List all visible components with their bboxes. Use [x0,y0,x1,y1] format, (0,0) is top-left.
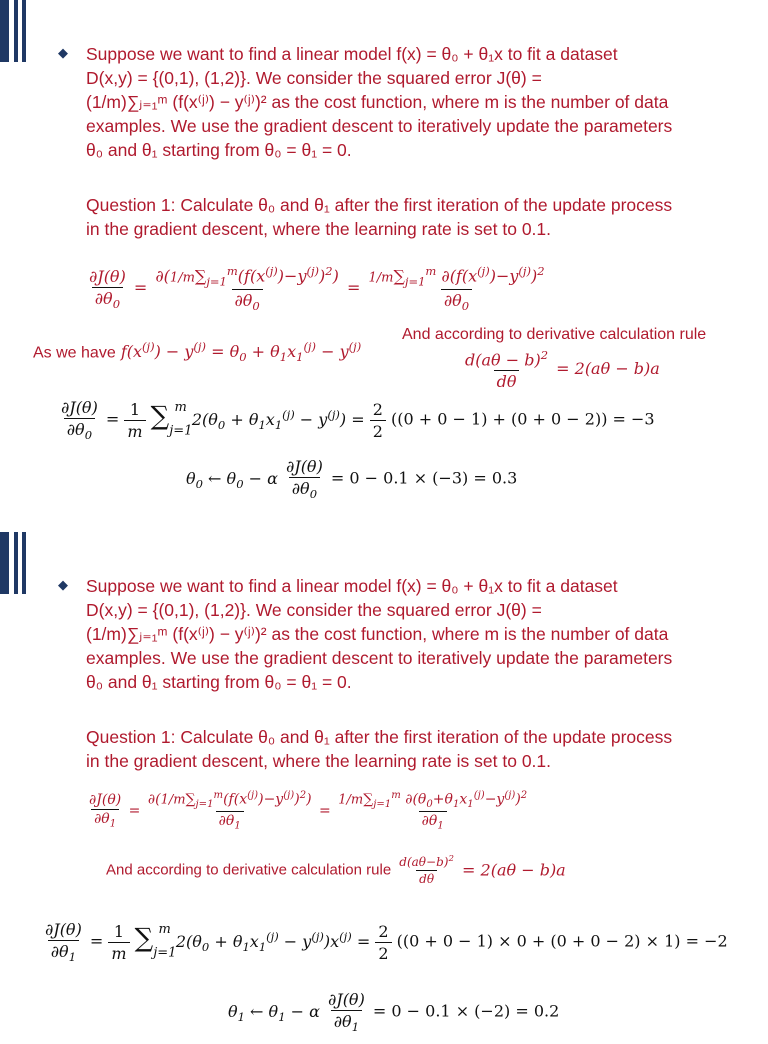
slide-accent-bars [0,0,40,62]
problem-line: D(x,y) = {(0,1), (1,2)}. We consider the squared error J(θ) = [86,68,542,88]
question [86,193,741,241]
problem-line: examples. We use the gradient descent to iteratively update the parameters [86,648,673,668]
slide-theta0 [0,0,768,512]
problem-line: (1/m)∑ⱼ₌₁ᵐ (f(x⁽ʲ⁾) − y⁽ʲ⁾)² as the cost function, where m is the number of data [86,624,669,644]
rule-label: And according to derivative calculation rule [106,861,392,879]
problem-line: Suppose we want to find a linear model f(x) = θ₀ + θ₁x to fit a dataset [86,44,618,64]
problem-statement [86,574,741,694]
derivative-expansion: $\frac{\partial J(\theta)}{\partial\theta_1}$ = $\frac{\partial(1/m\sum_{j=1}^m(f(x^{(j)})-y^{(j)})^2)}{\partial\theta_1}$ = $\frac{1/m\sum_{j=1}^m \partial(\theta_0+\theta_1x_1^{(j)}-y^{(j)})^2}{\partial\theta_1}$ [89,790,528,832]
problem-line: Suppose we want to find a linear model f(x) = θ₀ + θ₁x to fit a dataset [86,576,618,596]
gradient-theta0: $\frac{\partial J(\theta)}{\partial\theta_0}$ = $\frac{1}{m}$ $\sum_{j=1}^m$ $2(\theta_0 + \theta_1x_1^{(j)} - y^{(j)})$ = $\frac{2}{2}$ ((0 + 0 − 1) + (0 + 0 − 2)) = −3 [61,398,655,443]
rule-label: And according to derivative calculation rule [402,326,707,343]
as-we-have-label: As we have [33,344,116,362]
problem-line: examples. We use the gradient descent to iteratively update the parameters [86,116,673,136]
problem-line: θ₀ and θ₁ starting from θ₀ = θ₁ = 0. [86,140,352,160]
update-theta0: $\theta_0$ ← $\theta_0 - \alpha$ $\frac{\partial J(\theta)}{\partial\theta_0}$ = 0 − 0.1 × (−3) = 0.3 [186,457,518,502]
bullet-icon: ◆ [58,578,68,593]
problem-statement [86,42,741,162]
question-line: in the gradient descent, where the learning rate is set to 0.1. [86,219,552,239]
problem-line: D(x,y) = {(0,1), (1,2)}. We consider the squared error J(θ) = [86,600,542,620]
gradient-theta1: $\frac{\partial J(\theta)}{\partial\theta_1}$ = $\frac{1}{m}$ $\sum_{j=1}^m$ $2(\theta_0 + \theta_1x_1^{(j)} - y^{(j)})x^{(j)}$ = $\frac{2}{2}$ ((0 + 0 − 1) × 0 + (0 + 0 − 2) × 1) = −2 [45,920,728,965]
problem-line: (1/m)∑ⱼ₌₁ᵐ (f(x⁽ʲ⁾) − y⁽ʲ⁾)² as the cost function, where m is the number of data [86,92,669,112]
derivative-expansion: $\frac{\partial J(\theta)}{\partial\theta_0}$ = $\frac{\partial(1/m\sum_{j=1}^m(f(x^{(j)})-y^{(j)})^2)}{\partial\theta_0}$ = $\frac{1/m\sum_{j=1}^m \partial(f(x^{(j)})-y^{(j)})^2}{\partial\theta_0}$ [89,264,545,314]
update-theta1: $\theta_1$ ← $\theta_1 - \alpha$ $\frac{\partial J(\theta)}{\partial\theta_1}$ = 0 − 0.1 × (−2) = 0.2 [228,990,560,1035]
derivative-rule: $\frac{d(a\theta - b)^2}{d\theta}$ = 2(aθ − b)a [465,348,660,392]
bullet-icon: ◆ [58,46,68,61]
question [86,725,741,773]
slide-accent-bars [0,532,40,594]
slide-theta1 [0,532,768,1044]
question-line: Question 1: Calculate θ₀ and θ₁ after the first iteration of the update process [86,727,673,747]
slide-separator [0,512,768,532]
as-we-have-line: As we have $f(x^{(j)}) - y^{(j)} = \theta_0 + \theta_1x_1^{(j)} - y^{(j)}$ [33,340,362,365]
rule-line: And according to derivative calculation rule $\frac{d(a\theta-b)^2}{d\theta}$ = 2(aθ − b)a [106,854,566,886]
question-line: Question 1: Calculate θ₀ and θ₁ after the first iteration of the update process [86,195,673,215]
problem-line: θ₀ and θ₁ starting from θ₀ = θ₁ = 0. [86,672,352,692]
question-line: in the gradient descent, where the learning rate is set to 0.1. [86,751,552,771]
